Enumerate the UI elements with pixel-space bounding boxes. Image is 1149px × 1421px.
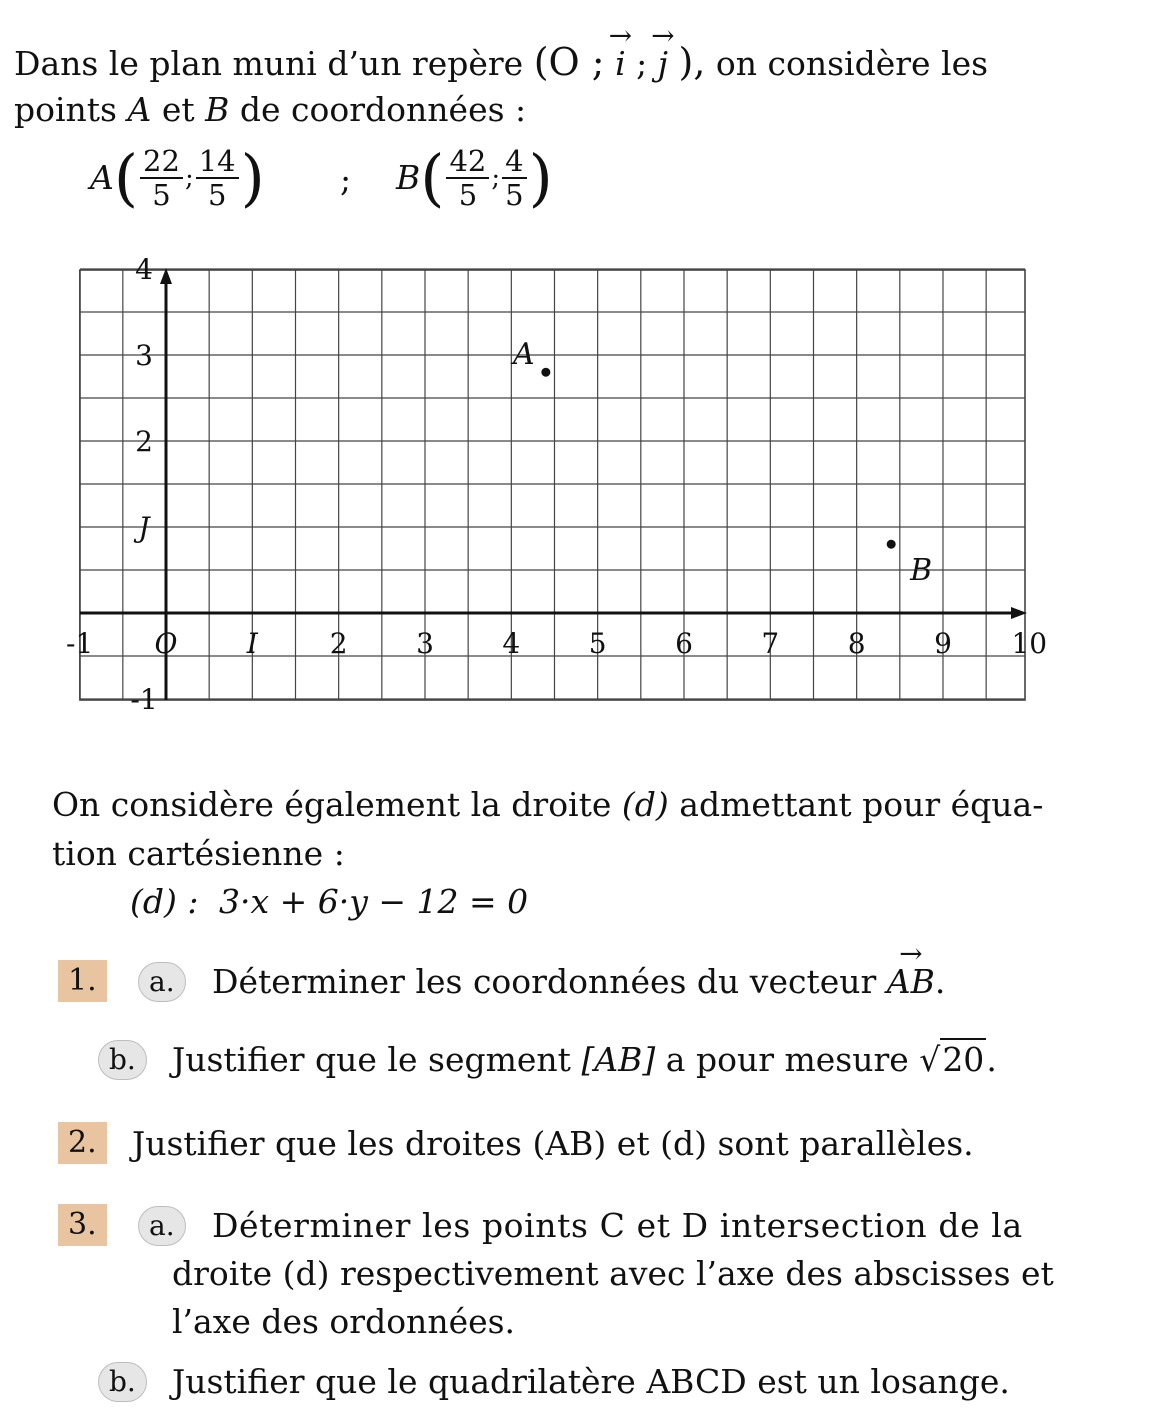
paren-close: ) — [528, 140, 553, 214]
sqrt-expression — [919, 1036, 986, 1083]
question-3b-text: Justifier que le quadrilatère ABCD est un losange. — [172, 1362, 1010, 1401]
x-tick-label: 5 — [588, 627, 607, 660]
question-1a-statement: Déterminer les coordonnées du vecteur — [212, 962, 877, 1001]
question-1b-text — [172, 1036, 997, 1083]
coord-separator: ; — [184, 162, 194, 193]
grid-lines — [80, 269, 1025, 700]
equation-label: (d) : — [130, 882, 199, 921]
question-3b-badge: b. — [98, 1362, 147, 1402]
x-tick-label: 6 — [675, 627, 693, 660]
vector-i: → i — [615, 44, 626, 84]
point-b-label: B — [910, 553, 933, 589]
point-a-label: A — [513, 337, 535, 373]
x-tick-label: 3 — [416, 627, 434, 660]
paren-open: ( — [113, 140, 139, 214]
question-3-number: 3. — [58, 1204, 107, 1246]
question-1a-badge: a. — [138, 962, 186, 1002]
x-tick-label: 9 — [934, 627, 952, 660]
line-d-paragraph-1 — [52, 785, 1043, 825]
x-tick-label: O — [154, 627, 178, 660]
line-d-text-1: On considère également la droite — [52, 785, 612, 824]
frac-numerator: 14 — [196, 145, 239, 179]
question-1b-badge: b. — [98, 1040, 147, 1080]
line-d-text-2: admettant pour équa- — [679, 785, 1044, 824]
question-2-number: 2. — [58, 1122, 107, 1164]
line-d-equation — [130, 882, 528, 922]
equation-value: 3·x + 6·y − 12 = 0 — [218, 882, 529, 921]
period: . — [934, 962, 946, 1001]
x-tick-label: I — [246, 627, 258, 660]
question-1-number: 1. — [58, 960, 107, 1002]
question-2-text: Justifier que les droites (AB) et (d) sont parallèles. — [132, 1124, 974, 1163]
x-tick-label: 8 — [847, 627, 866, 660]
paren-close: ) — [240, 140, 265, 214]
frame-close: ), — [678, 40, 706, 84]
intro-points-word: points — [14, 90, 117, 129]
sqrt-value: 20 — [942, 1040, 985, 1079]
x-tick-label: 10 — [1011, 627, 1048, 660]
frac-numerator: 42 — [446, 145, 489, 179]
question-3a-line-3: l’axe des ordonnées. — [172, 1302, 516, 1341]
x-tick-label: 4 — [502, 627, 521, 660]
points-separator: ; — [340, 160, 352, 199]
y-tick-label: 3 — [135, 339, 153, 372]
frac-denominator: 5 — [152, 177, 171, 212]
line-d-label: (d) — [621, 785, 669, 824]
question-3a-badge: a. — [138, 1206, 186, 1246]
frac-denominator: 5 — [458, 177, 478, 212]
intro-word-et: et — [161, 90, 195, 129]
x-tick-label: 7 — [761, 627, 780, 660]
coord-separator: ; — [491, 162, 501, 193]
question-3a-line-2: droite (d) respectivement avec l’axe des abscisses et — [172, 1254, 1054, 1293]
question-3a-line-1: Déterminer les points C et D intersection de la — [212, 1206, 1023, 1245]
vector-ab: → AB — [887, 958, 935, 1005]
frac-denominator: 5 — [207, 177, 227, 212]
frac-denominator: 5 — [505, 177, 524, 212]
period: . — [986, 1040, 997, 1079]
frac-numerator: 4 — [502, 145, 526, 179]
question-1b-statement: Justifier que le segment — [172, 1040, 571, 1079]
sqrt-icon: √ — [919, 1040, 941, 1079]
point-b-marker — [887, 540, 896, 549]
segment-ab: [AB] — [581, 1040, 656, 1079]
question-1b-statement-2: a pour mesure — [665, 1040, 909, 1079]
x-tick-label: 2 — [329, 627, 348, 660]
intro-text-start: Dans le plan muni d’un repère — [14, 44, 524, 83]
point-b-letter: B — [396, 158, 421, 197]
x-tick-label: -1 — [66, 627, 94, 660]
paren-open: ( — [420, 140, 445, 214]
intro-coords-word: de coordonnées : — [239, 90, 527, 129]
intro-text-end: on considère les — [715, 44, 989, 83]
intro-point-b: B — [205, 90, 230, 129]
line-d-paragraph-2: tion cartésienne : — [52, 834, 345, 873]
grid-border — [80, 270, 1025, 700]
intro-point-a: A — [127, 90, 152, 129]
y-tick-label: 2 — [135, 425, 153, 458]
point-a-letter: A — [90, 158, 114, 197]
y-tick-label: J — [138, 511, 150, 544]
question-1a-text — [212, 958, 945, 1005]
y-tick-label: 4 — [135, 253, 153, 286]
point-a-marker — [541, 368, 550, 377]
vector-j: → j — [658, 44, 668, 84]
frac-numerator: 22 — [140, 145, 183, 179]
frame-open: (O ; — [533, 40, 605, 84]
plotted-points — [510, 337, 932, 588]
frame-separator: ; — [636, 44, 648, 83]
y-tick-label: -1 — [130, 683, 158, 716]
